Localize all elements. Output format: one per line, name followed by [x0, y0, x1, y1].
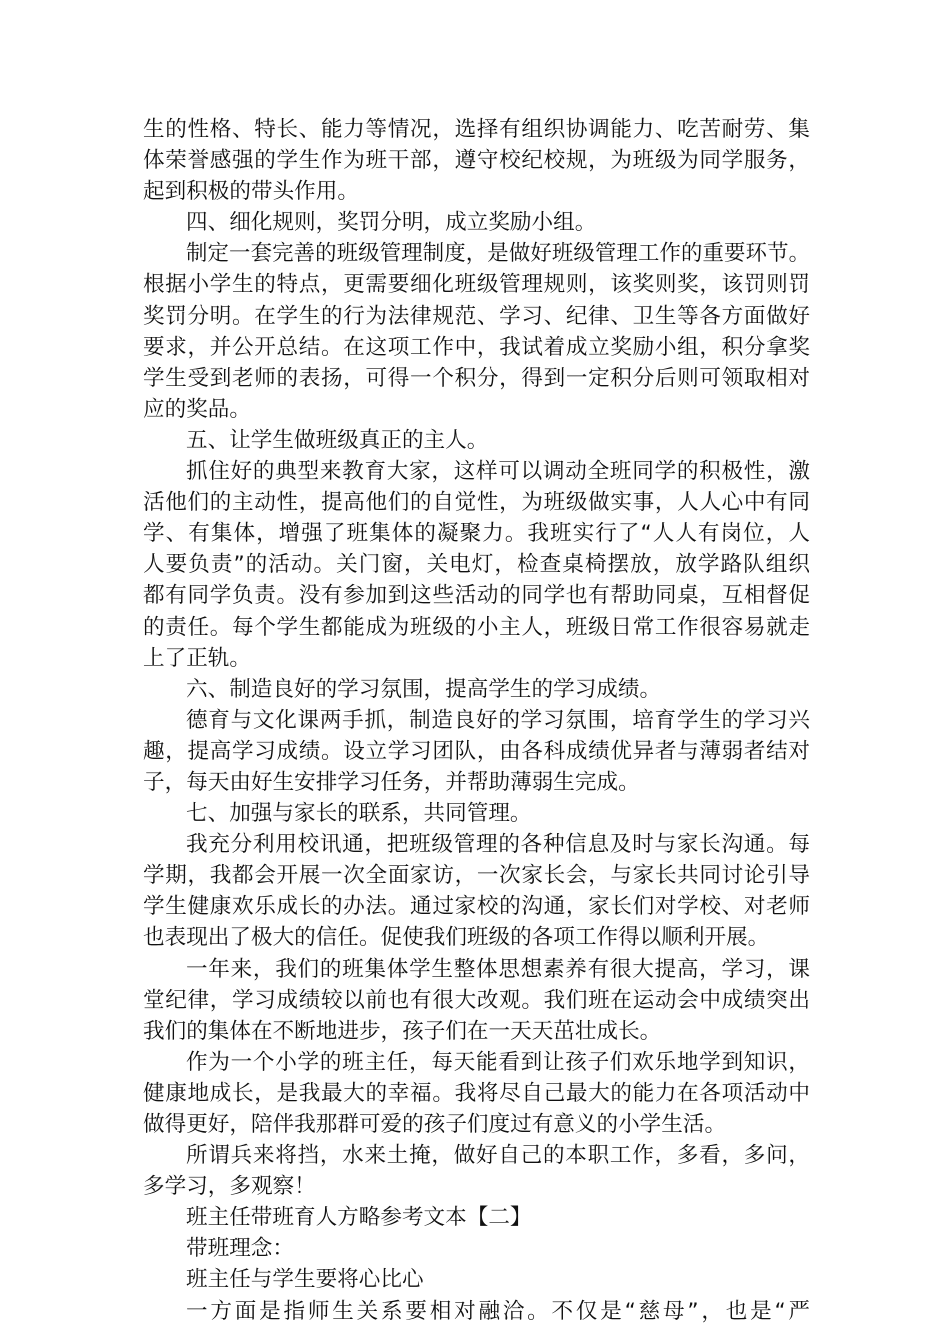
- document-body: [143, 114, 810, 1327]
- text-line: 做得更好，陪伴我那群可爱的孩子们度过有意义的小学生活。: [143, 1112, 727, 1137]
- text-line: 班主任与学生要将心比心: [186, 1267, 424, 1293]
- text-line: 多学习，多观察！: [143, 1174, 316, 1200]
- text-line: 子，每天由好生安排学习任务，并帮助薄弱生完成。: [143, 769, 640, 795]
- text-line: 一方面是指师生关系要相对融洽。不仅是“慈母”，也是“严: [186, 1298, 810, 1324]
- text-line: 德育与文化课两手抓，制造良好的学习氛围，培育学生的学习兴: [186, 707, 810, 733]
- text-line: 抓住好的典型来教育大家，这样可以调动全班同学的积极性，激: [186, 459, 810, 485]
- text-line: 五、让学生做班级真正的主人。: [186, 427, 489, 453]
- text-line: 学期，我都会开展一次全面家访，一次家长会，与家长共同讨论引导: [143, 863, 810, 889]
- text-line: 活他们的主动性，提高他们的自觉性，为班级做实事，人人心中有同: [143, 490, 810, 516]
- text-line: 上了正轨。: [143, 645, 251, 671]
- text-line: 都有同学负责。没有参加到这些活动的同学也有帮助同桌，互相督促: [143, 583, 810, 609]
- text-line: 我们的集体在不断地进步，孩子们在一天天茁壮成长。: [143, 1018, 662, 1044]
- text-line: 制定一套完善的班级管理制度，是做好班级管理工作的重要环节。: [186, 241, 810, 267]
- text-line: 六、制造良好的学习氛围，提高学生的学习成绩。: [186, 676, 662, 702]
- text-line: 要求，并公开总结。在这项工作中，我试着成立奖励小组，积分拿奖: [143, 334, 810, 360]
- text-line: 趣，提高学习成绩。设立学习团队，由各科成绩优异者与薄弱者结对: [143, 738, 810, 764]
- text-line: 一年来，我们的班集体学生整体思想素养有很大提高，学习，课: [186, 956, 810, 982]
- text-line: 起到积极的带头作用。: [143, 179, 359, 205]
- text-line: 七、加强与家长的联系，共同管理。: [186, 801, 532, 827]
- text-line: 学、有集体，增强了班集体的凝聚力。我班实行了“人人有岗位，人: [143, 521, 810, 547]
- text-line: 的责任。每个学生都能成为班级的小主人，班级日常工作很容易就走: [143, 614, 810, 640]
- text-line: 生的性格、特长、能力等情况，选择有组织协调能力、吃苦耐劳、集: [143, 117, 810, 142]
- text-line: 所谓兵来将挡，水来土掩，做好自己的本职工作，多看，多问，: [186, 1143, 810, 1169]
- text-line: 根据小学生的特点，更需要细化班级管理规则，该奖则奖，该罚则罚: [143, 272, 810, 298]
- text-line: 我充分利用校讯通，把班级管理的各种信息及时与家长沟通。每: [186, 832, 810, 858]
- text-line: 体荣誉感强的学生作为班干部，遵守校纪校规，为班级为同学服务，: [143, 148, 810, 174]
- text-line: 也表现出了极大的信任。促使我们班级的各项工作得以顺利开展。: [143, 925, 770, 951]
- text-line: 四、细化规则，奖罚分明，成立奖励小组。: [186, 210, 597, 236]
- text-line: 带班理念：: [186, 1236, 294, 1262]
- text-line: 作为一个小学的班主任，每天能看到让孩子们欢乐地学到知识，: [186, 1049, 810, 1075]
- text-line: 学生健康欢乐成长的办法。通过家校的沟通，家长们对学校、对老师: [143, 894, 810, 920]
- text-line: 应的奖品。: [143, 396, 251, 422]
- text-line: 人要负责”的活动。关门窗，关电灯，检查桌椅摆放，放学路队组织: [143, 552, 810, 578]
- text-line: 学生受到老师的表扬，可得一个积分，得到一定积分后则可领取相对: [143, 365, 810, 391]
- text-line: 班主任带班育人方略参考文本【二】: [186, 1205, 532, 1231]
- text-line: 堂纪律，学习成绩较以前也有很大改观。我们班在运动会中成绩突出: [143, 987, 810, 1013]
- text-line: 奖罚分明。在学生的行为法律规范、学习、纪律、卫生等各方面做好: [143, 303, 810, 329]
- text-line: 健康地成长，是我最大的幸福。我将尽自己最大的能力在各项活动中: [143, 1080, 810, 1106]
